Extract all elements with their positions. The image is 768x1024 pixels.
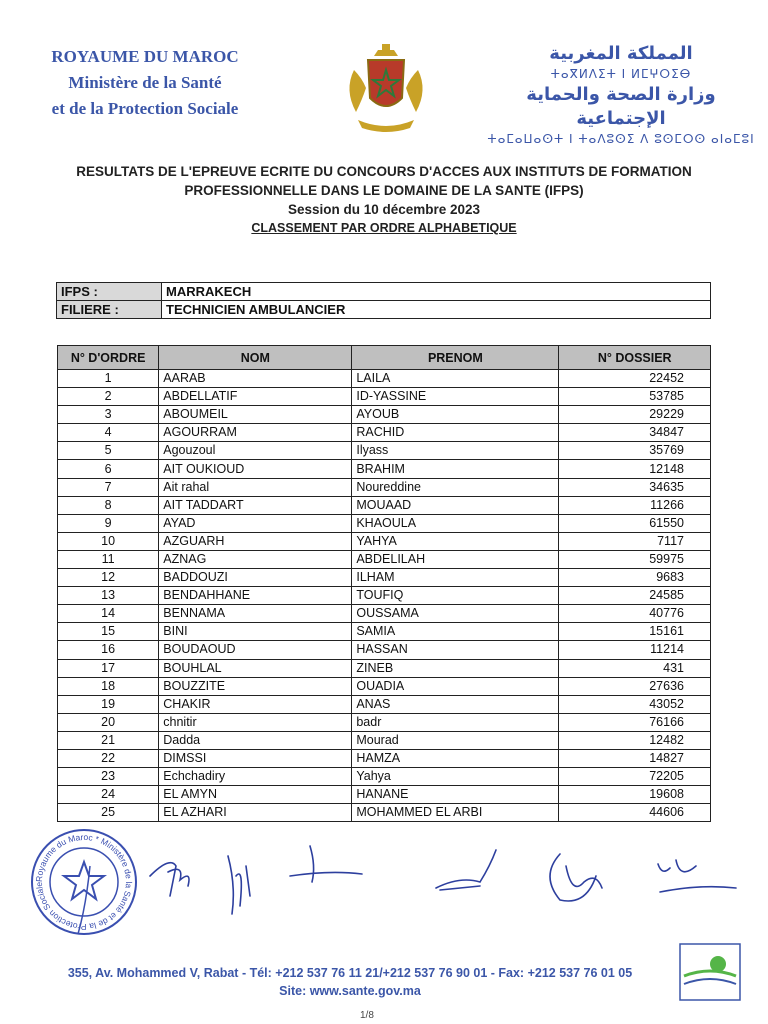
row-dossier: 40776	[559, 605, 711, 623]
row-nom: Agouzoul	[159, 442, 352, 460]
row-nom: AIT OUKIOUD	[159, 460, 352, 478]
title-ranking: CLASSEMENT PAR ORDRE ALPHABETIQUE	[251, 221, 517, 235]
table-row	[58, 406, 711, 424]
row-ordre: 22	[58, 749, 159, 767]
table-row	[58, 587, 711, 605]
row-ordre: 8	[58, 496, 159, 514]
row-ordre: 6	[58, 460, 159, 478]
row-prenom: ZINEB	[352, 659, 559, 677]
row-prenom: HASSAN	[352, 641, 559, 659]
header-ministry-2: et de la Protection Sociale	[51, 99, 239, 118]
row-dossier: 15161	[559, 623, 711, 641]
row-dossier: 12482	[559, 731, 711, 749]
row-prenom: KHAOULA	[352, 514, 559, 532]
row-prenom: MOUAAD	[352, 496, 559, 514]
row-dossier: 76166	[559, 713, 711, 731]
row-dossier: 12148	[559, 460, 711, 478]
row-ordre: 21	[58, 731, 159, 749]
signature-6	[658, 860, 736, 892]
table-row	[58, 713, 711, 731]
row-nom: BOUZZITE	[159, 677, 352, 695]
row-dossier: 431	[559, 659, 711, 677]
title-line-1: RESULTATS DE L'EPREUVE ECRITE DU CONCOURS D'ACCES AUX INSTITUTS DE FORMATION	[76, 164, 692, 179]
header-kingdom-tifinagh: ⵜⴰⴳⵍⴷⵉⵜ ⵏ ⵍⵎⵖⵔⵉⴱ	[550, 67, 692, 81]
row-nom: Echchadiry	[159, 768, 352, 786]
row-ordre: 11	[58, 550, 159, 568]
table-row	[58, 532, 711, 550]
results-table	[57, 345, 711, 822]
table-row	[58, 460, 711, 478]
row-ordre: 19	[58, 695, 159, 713]
row-ordre: 4	[58, 424, 159, 442]
ifps-value: MARRAKECH	[162, 283, 711, 301]
row-nom: Ait rahal	[159, 478, 352, 496]
info-row-filiere	[57, 301, 711, 319]
row-dossier: 7117	[559, 532, 711, 550]
header-kingdom: ROYAUME DU MAROC	[51, 47, 239, 66]
title-session: Session du 10 décembre 2023	[287, 202, 481, 217]
row-prenom: Mourad	[352, 731, 559, 749]
header-ministry-tifinagh: ⵜⴰⵎⴰⵡⴰⵙⵜ ⵏ ⵜⴰⴷⵓⵙⵉ ⴷ ⵓⵙⵎⵔⵙ ⴰⵏⴰⵎⵓⵏ	[487, 132, 755, 146]
table-row	[58, 514, 711, 532]
row-ordre: 1	[58, 370, 159, 388]
table-row	[58, 623, 711, 641]
row-prenom: MOHAMMED EL ARBI	[352, 804, 559, 822]
table-row	[58, 605, 711, 623]
coat-of-arms-icon	[336, 40, 436, 140]
row-nom: BENNAMA	[159, 605, 352, 623]
table-row	[58, 677, 711, 695]
row-dossier: 43052	[559, 695, 711, 713]
info-table	[56, 282, 711, 319]
row-ordre: 7	[58, 478, 159, 496]
row-prenom: Ilyass	[352, 442, 559, 460]
header-ordre: N° D'ORDRE	[58, 346, 159, 370]
row-ordre: 2	[58, 388, 159, 406]
signature-2	[228, 856, 250, 914]
row-prenom: ILHAM	[352, 569, 559, 587]
row-dossier: 11266	[559, 496, 711, 514]
row-nom: ABDELLATIF	[159, 388, 352, 406]
table-row	[58, 804, 711, 822]
page-number: 1/8	[360, 1010, 374, 1021]
filiere-value: TECHNICIEN AMBULANCIER	[162, 301, 711, 319]
header-ministry-arabic: وزارة الصحة والحماية الإجتماعية	[526, 84, 716, 129]
row-ordre: 18	[58, 677, 159, 695]
document-title-block	[40, 162, 728, 238]
header-nom: NOM	[159, 346, 352, 370]
row-nom: AZNAG	[159, 550, 352, 568]
row-nom: Dadda	[159, 731, 352, 749]
row-prenom: BRAHIM	[352, 460, 559, 478]
svg-text:Royaume du Maroc * Ministère d	[34, 832, 134, 932]
signatures	[140, 836, 740, 916]
row-ordre: 3	[58, 406, 159, 424]
row-nom: BENDAHHANE	[159, 587, 352, 605]
filiere-label: FILIERE :	[57, 301, 162, 319]
row-ordre: 5	[58, 442, 159, 460]
row-prenom: OUSSAMA	[352, 605, 559, 623]
row-prenom: SAMIA	[352, 623, 559, 641]
row-prenom: YAHYA	[352, 532, 559, 550]
row-prenom: HANANE	[352, 786, 559, 804]
row-prenom: badr	[352, 713, 559, 731]
row-nom: CHAKIR	[159, 695, 352, 713]
results-header-row	[58, 346, 711, 370]
row-nom: EL AMYN	[159, 786, 352, 804]
table-row	[58, 424, 711, 442]
stamp-text: Royaume du Maroc * Ministère de la Santé et de la Protection Sociale	[33, 831, 135, 933]
footer-address: 355, Av. Mohammed V, Rabat - Tél: +212 537 76 11 21/+212 537 76 90 01 - Fax: +212 537 76 01 05	[67, 966, 633, 980]
row-ordre: 16	[58, 641, 159, 659]
header-right-block	[486, 42, 756, 148]
row-nom: AGOURRAM	[159, 424, 352, 442]
row-nom: AYAD	[159, 514, 352, 532]
row-dossier: 9683	[559, 569, 711, 587]
row-prenom: RACHID	[352, 424, 559, 442]
row-dossier: 44606	[559, 804, 711, 822]
table-row	[58, 695, 711, 713]
signature-5	[550, 854, 602, 901]
row-ordre: 25	[58, 804, 159, 822]
row-ordre: 14	[58, 605, 159, 623]
signature-1	[150, 863, 189, 896]
row-prenom: Yahya	[352, 768, 559, 786]
row-ordre: 20	[58, 713, 159, 731]
official-stamp	[28, 826, 140, 938]
table-row	[58, 659, 711, 677]
header-dossier: N° DOSSIER	[559, 346, 711, 370]
ministry-logo-icon	[678, 942, 742, 1002]
row-prenom: ID-YASSINE	[352, 388, 559, 406]
row-prenom: Noureddine	[352, 478, 559, 496]
row-dossier: 72205	[559, 768, 711, 786]
row-dossier: 11214	[559, 641, 711, 659]
row-prenom: TOUFIQ	[352, 587, 559, 605]
row-prenom: HAMZA	[352, 749, 559, 767]
row-nom: BOUHLAL	[159, 659, 352, 677]
table-row	[58, 786, 711, 804]
row-prenom: OUADIA	[352, 677, 559, 695]
row-dossier: 34847	[559, 424, 711, 442]
row-ordre: 10	[58, 532, 159, 550]
footer	[20, 964, 680, 1000]
row-dossier: 59975	[559, 550, 711, 568]
header-ministry: Ministère de la Santé	[68, 73, 222, 92]
row-ordre: 15	[58, 623, 159, 641]
row-ordre: 24	[58, 786, 159, 804]
row-dossier: 34635	[559, 478, 711, 496]
row-ordre: 17	[58, 659, 159, 677]
row-prenom: LAILA	[352, 370, 559, 388]
table-row	[58, 641, 711, 659]
ifps-label: IFPS :	[57, 283, 162, 301]
signature-4	[436, 850, 496, 890]
star-icon	[64, 862, 104, 899]
row-nom: DIMSSI	[159, 749, 352, 767]
row-prenom: AYOUB	[352, 406, 559, 424]
row-prenom: ABDELILAH	[352, 550, 559, 568]
row-nom: AZGUARH	[159, 532, 352, 550]
row-dossier: 19608	[559, 786, 711, 804]
row-dossier: 61550	[559, 514, 711, 532]
row-nom: AIT TADDART	[159, 496, 352, 514]
table-row	[58, 550, 711, 568]
row-dossier: 29229	[559, 406, 711, 424]
table-row	[58, 370, 711, 388]
row-prenom: ANAS	[352, 695, 559, 713]
row-dossier: 22452	[559, 370, 711, 388]
title-line-2: PROFESSIONNELLE DANS LE DOMAINE DE LA SANTE (IFPS)	[184, 183, 584, 198]
row-ordre: 13	[58, 587, 159, 605]
table-row	[58, 388, 711, 406]
row-dossier: 35769	[559, 442, 711, 460]
row-ordre: 23	[58, 768, 159, 786]
row-dossier: 14827	[559, 749, 711, 767]
row-nom: EL AZHARI	[159, 804, 352, 822]
row-ordre: 12	[58, 569, 159, 587]
table-row	[58, 496, 711, 514]
table-row	[58, 731, 711, 749]
row-nom: BADDOUZI	[159, 569, 352, 587]
row-nom: BOUDAOUD	[159, 641, 352, 659]
row-dossier: 24585	[559, 587, 711, 605]
row-dossier: 27636	[559, 677, 711, 695]
table-row	[58, 478, 711, 496]
footer-site: Site: www.sante.gov.ma	[279, 984, 421, 998]
info-row-ifps	[57, 283, 711, 301]
row-nom: ABOUMEIL	[159, 406, 352, 424]
row-nom: chnitir	[159, 713, 352, 731]
row-dossier: 53785	[559, 388, 711, 406]
header-left-block	[20, 44, 270, 122]
table-row	[58, 442, 711, 460]
row-nom: BINI	[159, 623, 352, 641]
table-row	[58, 768, 711, 786]
row-nom: AARAB	[159, 370, 352, 388]
signature-3	[290, 846, 362, 882]
header-kingdom-arabic: المملكة المغربية	[549, 43, 693, 64]
table-row	[58, 749, 711, 767]
table-row	[58, 569, 711, 587]
header-prenom: PRENOM	[352, 346, 559, 370]
row-ordre: 9	[58, 514, 159, 532]
